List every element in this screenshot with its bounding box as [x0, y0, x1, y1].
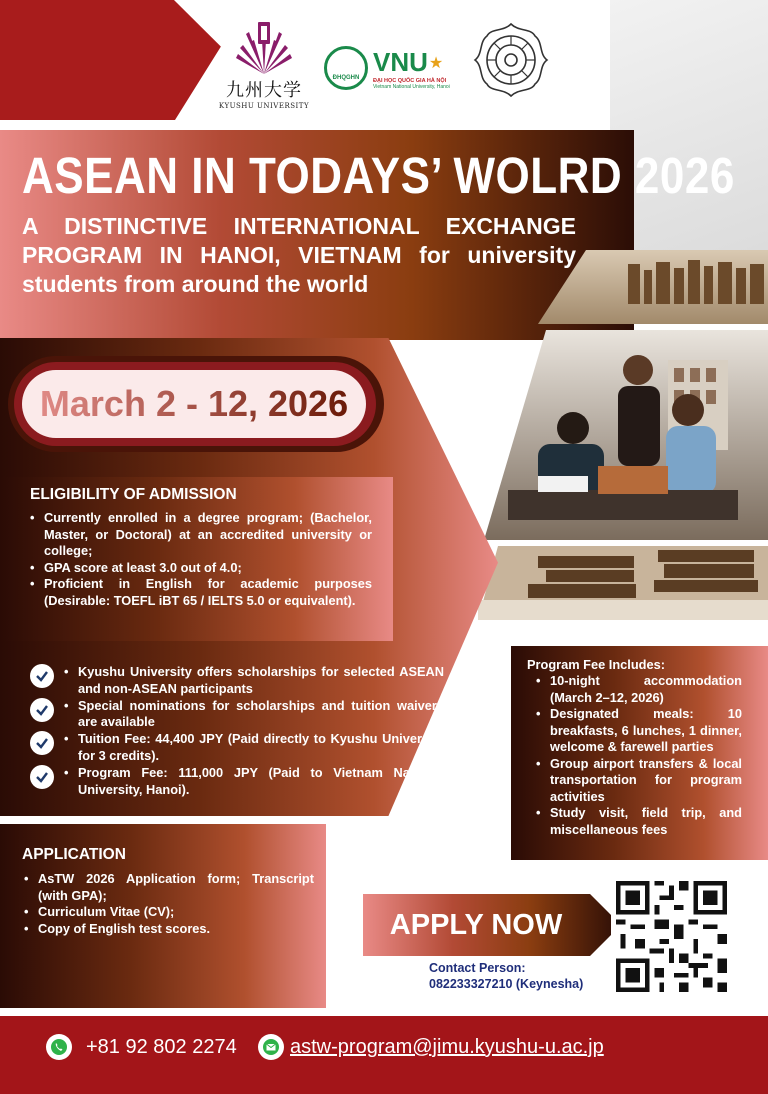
- vnu-circle-icon: [324, 46, 368, 90]
- vnu-badge-text: ĐHQGHN: [332, 75, 360, 81]
- check-icon: [30, 765, 54, 789]
- check-icon: [30, 664, 54, 688]
- kyushu-logo: [214, 12, 314, 110]
- eligibility-item: • Currently enrolled in a degree program; (Bachelor, Master, or Doctoral) at an accredited university or college;: [28, 510, 372, 560]
- vnu-line1: ĐẠI HỌC QUỐC GIA HÀ NỘI: [373, 77, 447, 84]
- check-icon: [30, 731, 54, 755]
- vnu-line2: Vietnam National University, Hanoi: [373, 83, 450, 90]
- application-title: APPLICATION: [22, 846, 126, 863]
- apply-now-label[interactable]: APPLY NOW: [389, 908, 563, 941]
- fee-item: • 10-night accommodation (March 2–12, 2026): [534, 673, 742, 706]
- application-item: • Copy of English test scores.: [22, 921, 314, 938]
- phone-icon: [46, 1034, 72, 1060]
- program-dates-text: March 2 - 12, 2026: [39, 383, 349, 424]
- scholarship-item: [30, 664, 444, 698]
- eligibility-list: [28, 510, 372, 609]
- application-item: • AsTW 2026 Application form; Transcript (with GPA);: [22, 871, 314, 904]
- fee-title: Program Fee Includes:: [527, 657, 665, 672]
- fee-item: • Study visit, field trip, and miscellaneous fees: [534, 805, 742, 838]
- kyushu-name: 九州大学: [226, 80, 302, 101]
- kyushu-subtitle: KYUSHU UNIVERSITY: [218, 102, 310, 110]
- scholarship-text: • Tuition Fee: 44,400 JPY (Paid directly to Kyushu University for 3 credits).: [64, 731, 444, 765]
- application-list: [22, 871, 314, 937]
- contact-label: Contact Person:: [429, 961, 526, 975]
- application-item: • Curriculum Vitae (CV);: [22, 904, 314, 921]
- star-icon: ★: [428, 52, 444, 72]
- scholarship-text: • Special nominations for scholarships and tuition waivers are available: [64, 698, 444, 732]
- fee-item: • Designated meals: 10 breakfasts, 6 lunches, 1 dinner, welcome & farewell parties: [534, 706, 742, 756]
- eligibility-item: • Proficient in English for academic purposes (Desirable: TOEFL iBT 65 / IELTS 5.0 or equivalent).: [28, 576, 372, 609]
- page-subtitle: A DISTINCTIVE INTERNATIONAL EXCHANGE PROGRAM IN HANOI, VIETNAM for university students from around the world: [22, 213, 576, 297]
- scholarship-list: [30, 664, 444, 798]
- vnu-logo: [324, 38, 464, 98]
- scholarship-text: • Kyushu University offers scholarships for selected ASEAN and non-ASEAN participants: [64, 664, 444, 698]
- contact-value: 082233327210 (Keynesha): [429, 977, 584, 991]
- check-icon: [30, 698, 54, 722]
- kyushu-emblem-icon: [232, 12, 296, 76]
- page-title: ASEAN IN TODAYS’ WOLRD 2026: [22, 148, 735, 205]
- vnu-wordmark: VNU: [373, 46, 428, 77]
- eligibility-title: ELIGIBILITY OF ADMISSION: [30, 486, 237, 503]
- scholarship-item: [30, 731, 444, 765]
- footer-phone[interactable]: +81 92 802 2274: [86, 1036, 237, 1058]
- students-photo: [478, 250, 768, 620]
- footer-email-link[interactable]: astw-program@jimu.kyushu-u.ac.jp: [290, 1036, 604, 1058]
- eligibility-item: • GPA score at least 3.0 out of 4.0;: [28, 560, 372, 577]
- scholarship-item: [30, 698, 444, 732]
- ugm-seal-icon: [471, 20, 551, 100]
- qr-code[interactable]: [611, 876, 732, 997]
- program-dates: [22, 370, 366, 438]
- scholarship-item: [30, 765, 444, 799]
- fee-list: [534, 673, 742, 838]
- mail-icon: [258, 1034, 284, 1060]
- fee-item: • Group airport transfers & local transportation for program activities: [534, 756, 742, 806]
- scholarship-text: • Program Fee: 111,000 JPY (Paid to Vietnam National University, Hanoi).: [64, 765, 444, 799]
